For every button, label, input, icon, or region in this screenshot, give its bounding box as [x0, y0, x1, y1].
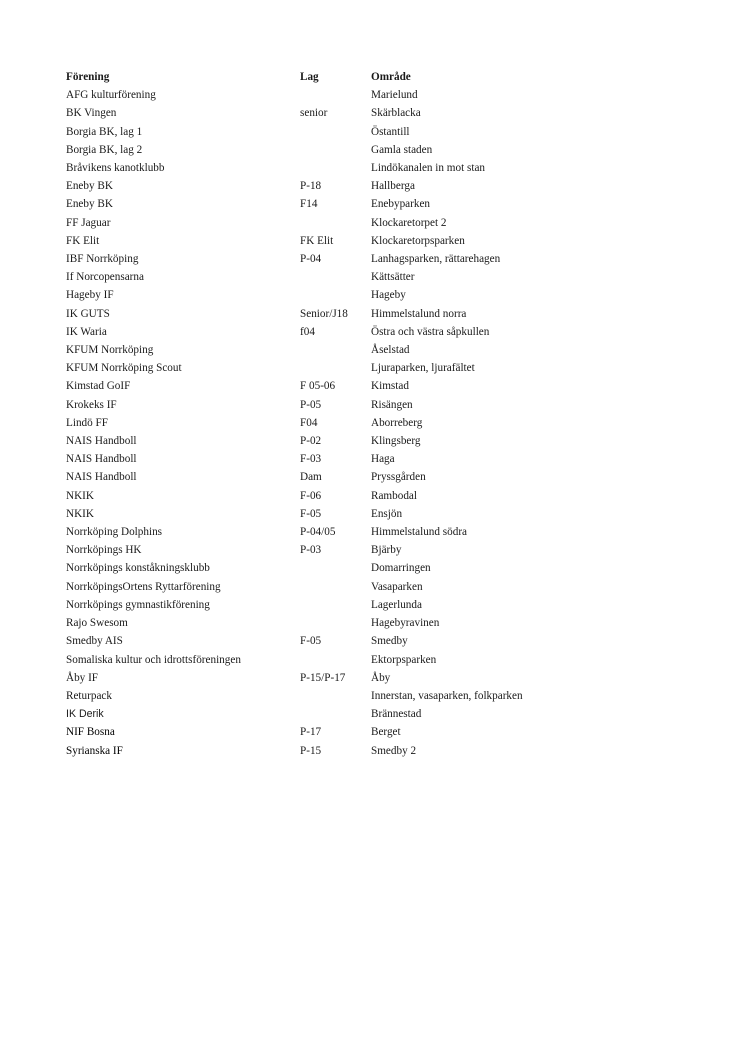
cell-forening: Åby IF — [66, 671, 99, 684]
header-forening: Förening — [66, 71, 110, 83]
cell-forening: IBF Norrköping — [66, 253, 139, 266]
cell-forening: Borgia BK, lag 1 — [66, 125, 143, 138]
cell-omrade: Vasaparken — [371, 580, 423, 593]
cell-forening: BK Vingen — [66, 107, 117, 120]
table-row — [66, 559, 591, 577]
cell-forening: NIF Bosna — [66, 726, 115, 739]
table-row — [66, 159, 591, 177]
cell-lag — [300, 159, 371, 177]
cell-lag: P-03 — [300, 544, 322, 557]
cell-omrade: Lanhagsparken, rättarehagen — [371, 253, 501, 266]
cell-omrade: Domarringen — [371, 562, 431, 575]
table-row — [66, 596, 591, 614]
table-row — [66, 323, 591, 341]
cell-omrade: Enebyparken — [371, 198, 431, 211]
cell-lag: F14 — [300, 198, 318, 211]
cell-omrade: Pryssgården — [371, 471, 426, 484]
cell-omrade: Klockaretorpsparken — [371, 234, 465, 247]
table-row — [66, 541, 591, 559]
table-row — [66, 104, 591, 122]
cell-forening: Kimstad GoIF — [66, 380, 131, 393]
cell-forening: KFUM Norrköping — [66, 344, 154, 357]
table-row — [66, 86, 591, 104]
cell-lag — [300, 559, 371, 577]
cell-forening: If Norcopensarna — [66, 271, 144, 284]
cell-omrade: Aborreberg — [371, 416, 423, 429]
table-row — [66, 414, 591, 432]
table-row — [66, 214, 591, 232]
cell-forening: Borgia BK, lag 2 — [66, 143, 143, 156]
cell-lag: P-15/P-17 — [300, 671, 346, 684]
cell-lag: Dam — [300, 471, 322, 484]
cell-lag: f04 — [300, 325, 315, 338]
table-row — [66, 177, 591, 195]
table-row — [66, 487, 591, 505]
cell-lag — [300, 687, 371, 705]
table-row — [66, 505, 591, 523]
table-row — [66, 396, 591, 414]
cell-lag: F-05 — [300, 635, 322, 648]
cell-forening: Lindö FF — [66, 416, 108, 429]
table-row — [66, 232, 591, 250]
cell-forening: Hageby IF — [66, 289, 114, 302]
cell-lag — [300, 268, 371, 286]
cell-forening: Returpack — [66, 689, 112, 702]
cell-lag: F-03 — [300, 453, 322, 466]
table-row — [66, 578, 591, 596]
table-row — [66, 614, 591, 632]
table-row — [66, 341, 591, 359]
table-row — [66, 305, 591, 323]
cell-omrade: Klockaretorpet 2 — [371, 216, 447, 229]
table-row — [66, 286, 591, 304]
cell-forening: Norrköpings HK — [66, 544, 142, 557]
cell-lag — [300, 578, 371, 596]
club-area-table — [66, 68, 591, 760]
cell-lag: F04 — [300, 416, 318, 429]
cell-omrade: Ektorpsparken — [371, 653, 437, 666]
cell-lag: F-05 — [300, 507, 322, 520]
cell-forening: Eneby BK — [66, 180, 113, 193]
cell-forening: Syrianska IF — [66, 744, 123, 757]
table-row — [66, 123, 591, 141]
cell-forening: Norrköping Dolphins — [66, 526, 163, 539]
table-row — [66, 468, 591, 486]
table-row — [66, 687, 591, 705]
cell-omrade: Kättsätter — [371, 271, 415, 284]
cell-lag — [300, 705, 371, 723]
cell-omrade: Åselstad — [371, 344, 410, 357]
cell-forening: IK GUTS — [66, 307, 110, 320]
cell-omrade: Bjärby — [371, 544, 402, 557]
cell-lag — [300, 341, 371, 359]
cell-omrade: Risängen — [371, 398, 413, 411]
cell-omrade: Ljuraparken, ljurafältet — [371, 362, 475, 375]
table-row — [66, 742, 591, 760]
cell-forening: IK Derik — [66, 708, 104, 721]
cell-lag: P-04 — [300, 253, 322, 266]
cell-lag — [300, 651, 371, 669]
cell-omrade: Marielund — [371, 89, 418, 102]
cell-omrade: Östra och västra såpkullen — [371, 325, 490, 338]
cell-forening: Smedby AIS — [66, 635, 123, 648]
cell-omrade: Skärblacka — [371, 107, 421, 120]
cell-lag — [300, 141, 371, 159]
cell-forening: FK Elit — [66, 234, 100, 247]
table-row — [66, 669, 591, 687]
table-row — [66, 450, 591, 468]
cell-lag: Senior/J18 — [300, 307, 348, 320]
cell-forening: NorrköpingsOrtens Ryttarförening — [66, 580, 221, 593]
table-row — [66, 377, 591, 395]
cell-omrade: Innerstan, vasaparken, folkparken — [371, 689, 523, 702]
cell-omrade: Hagebyravinen — [371, 617, 440, 630]
cell-omrade: Hageby — [371, 289, 406, 302]
cell-lag — [300, 359, 371, 377]
cell-omrade: Åby — [371, 671, 391, 684]
cell-omrade: Lagerlunda — [371, 598, 422, 611]
header-omrade: Område — [371, 71, 411, 83]
cell-omrade: Ensjön — [371, 507, 403, 520]
table-row — [66, 359, 591, 377]
cell-forening: Rajo Swesom — [66, 617, 128, 630]
cell-lag: senior — [300, 107, 328, 120]
cell-forening: NAIS Handboll — [66, 471, 137, 484]
cell-forening: NAIS Handboll — [66, 453, 137, 466]
cell-forening: Bråvikens kanotklubb — [66, 162, 165, 175]
cell-omrade: Lindökanalen in mot stan — [371, 162, 486, 175]
table-row — [66, 268, 591, 286]
cell-forening: Somaliska kultur och idrottsföreningen — [66, 653, 241, 666]
cell-omrade: Berget — [371, 726, 401, 739]
cell-lag: F-06 — [300, 489, 322, 502]
table-row — [66, 195, 591, 213]
cell-omrade: Kimstad — [371, 380, 409, 393]
table-row — [66, 141, 591, 159]
table-row — [66, 723, 591, 741]
cell-forening: KFUM Norrköping Scout — [66, 362, 182, 375]
table-body — [66, 86, 591, 760]
cell-omrade: Brännestad — [371, 708, 422, 721]
cell-lag — [300, 86, 371, 104]
table-row — [66, 632, 591, 650]
table-row — [66, 432, 591, 450]
cell-omrade: Klingsberg — [371, 435, 421, 448]
cell-lag: F 05-06 — [300, 380, 336, 393]
cell-lag: P-15 — [300, 744, 322, 757]
cell-forening: FF Jaguar — [66, 216, 111, 229]
cell-lag — [300, 596, 371, 614]
cell-forening: Norrköpings gymnastikförening — [66, 598, 210, 611]
cell-lag: P-04/05 — [300, 526, 336, 539]
cell-forening: Norrköpings konståkningsklubb — [66, 562, 210, 575]
cell-omrade: Smedby 2 — [371, 744, 417, 757]
cell-forening: Krokeks IF — [66, 398, 117, 411]
cell-omrade: Gamla staden — [371, 143, 433, 156]
table-row — [66, 250, 591, 268]
cell-omrade: Hallberga — [371, 180, 415, 193]
cell-omrade: Himmelstalund norra — [371, 307, 467, 320]
cell-lag: P-05 — [300, 398, 322, 411]
cell-omrade: Haga — [371, 453, 395, 466]
cell-omrade: Rambodal — [371, 489, 417, 502]
table-row — [66, 523, 591, 541]
cell-lag: P-17 — [300, 726, 322, 739]
cell-forening: NKIK — [66, 507, 94, 520]
table-header-row — [66, 68, 591, 86]
cell-lag — [300, 286, 371, 304]
cell-lag: P-02 — [300, 435, 322, 448]
header-lag: Lag — [300, 71, 319, 83]
cell-lag — [300, 614, 371, 632]
table-row — [66, 705, 591, 723]
cell-forening: Eneby BK — [66, 198, 113, 211]
cell-lag: FK Elit — [300, 234, 334, 247]
cell-omrade: Östantill — [371, 125, 410, 138]
cell-omrade: Himmelstalund södra — [371, 526, 468, 539]
cell-omrade: Smedby — [371, 635, 408, 648]
cell-forening: NKIK — [66, 489, 94, 502]
cell-lag: P-18 — [300, 180, 322, 193]
table-row — [66, 651, 591, 669]
cell-forening: IK Waria — [66, 325, 107, 338]
cell-lag — [300, 214, 371, 232]
cell-lag — [300, 123, 371, 141]
cell-forening: NAIS Handboll — [66, 435, 137, 448]
cell-forening: AFG kulturförening — [66, 89, 156, 102]
